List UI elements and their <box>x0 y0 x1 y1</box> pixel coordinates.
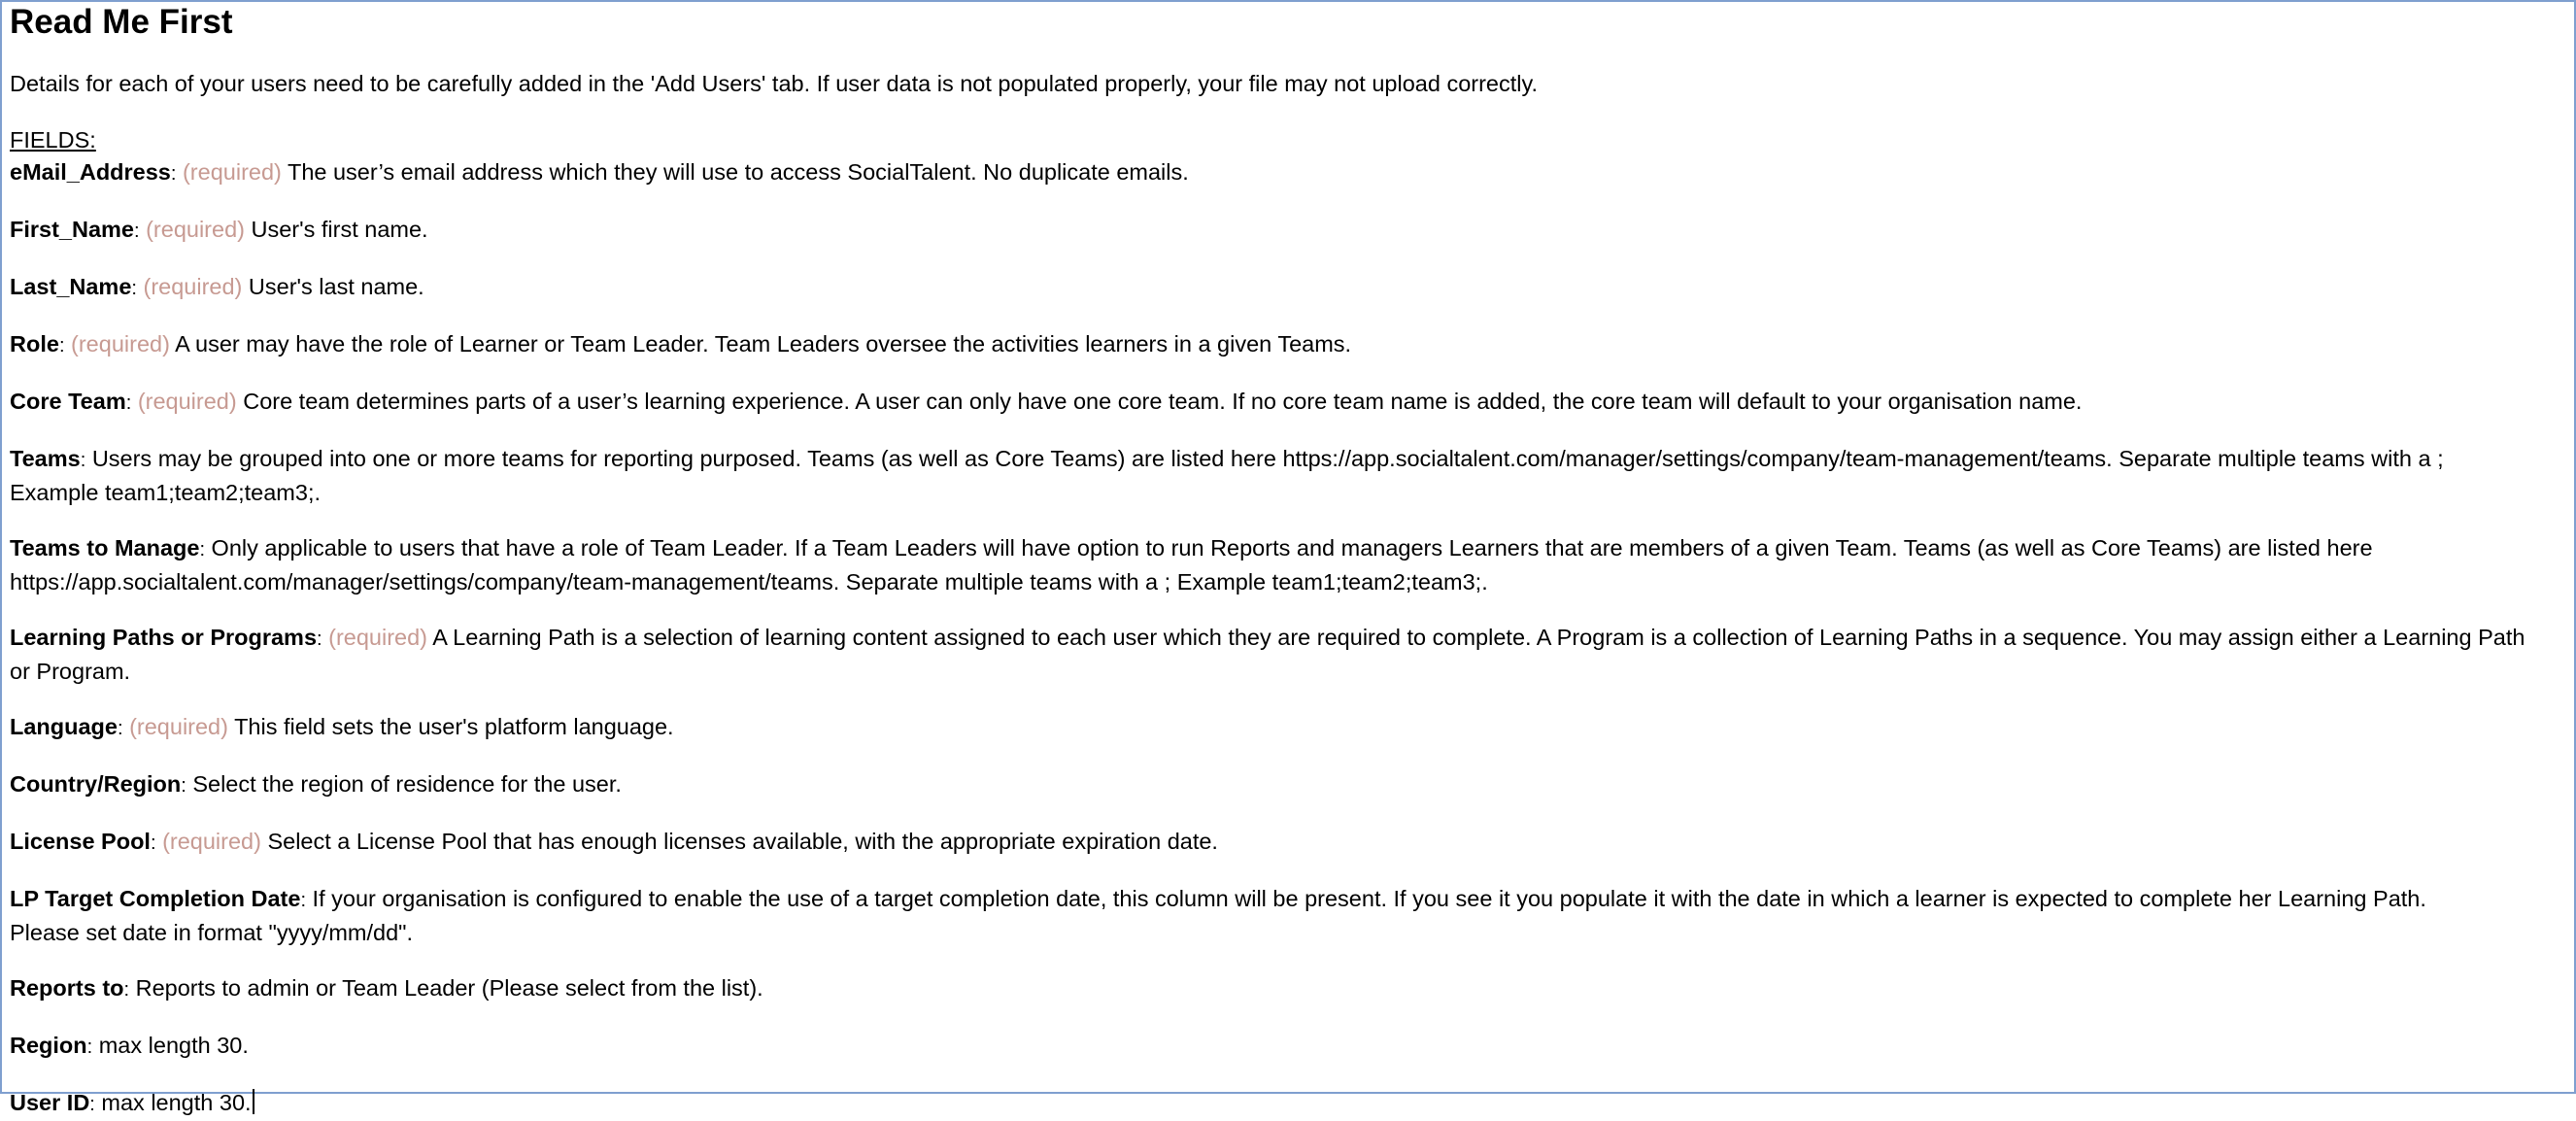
required-tag: (required) <box>328 625 427 650</box>
field-name: Country/Region <box>10 771 182 797</box>
required-tag: (required) <box>71 331 170 357</box>
field-entry <box>10 271 2574 305</box>
required-tag: (required) <box>129 714 228 739</box>
field-entry <box>10 214 2574 248</box>
field-entry <box>10 622 2574 688</box>
field-description: Example team1;team2;team3;. <box>10 480 322 505</box>
intro-text: Details for each of your users need to be carefully added in the 'Add Users' tab. If user data is not populated properly, your file may not upload correctly. <box>10 71 1539 96</box>
field-description: A Learning Path is a selection of learning content assigned to each user which they are required to complete. A Program is a collection of Learning Paths in a sequence. You may assign either a Learning Path <box>432 625 2525 650</box>
field-description: Reports to admin or Team Leader (Please select from the list). <box>135 975 763 1001</box>
field-description: Core team determines parts of a user’s learning experience. A user can only have one core team. If no core team name is added, the core team will default to your organisation name. <box>243 389 2083 414</box>
field-name: Teams to Manage <box>10 535 200 560</box>
fields-heading: FIELDS: <box>10 127 96 153</box>
field-name: Region <box>10 1033 87 1058</box>
field-separator: : <box>181 775 186 797</box>
field-name: Core Team <box>10 389 126 414</box>
field-description: https://app.socialtalent.com/manager/settings/company/team-management/teams. Separate multiple teams with a ; Example team1;team2;team3;. <box>10 569 1488 594</box>
field-description: Please set date in format "yyyy/mm/dd". <box>10 920 414 945</box>
field-entry <box>10 972 2574 1006</box>
page-title: Read Me First <box>10 3 233 41</box>
field-entry <box>10 386 2574 420</box>
required-tag: (required) <box>182 159 282 185</box>
field-description: Select the region of residence for the user. <box>192 771 622 797</box>
field-separator: : <box>150 832 156 854</box>
text-cursor <box>253 1089 254 1114</box>
field-name: Last_Name <box>10 274 132 299</box>
required-tag: (required) <box>162 829 261 854</box>
field-name: Learning Paths or Programs <box>10 625 318 650</box>
field-description: User's last name. <box>248 274 424 299</box>
field-entry <box>10 711 2574 745</box>
required-tag: (required) <box>146 217 245 242</box>
field-name: First_Name <box>10 217 134 242</box>
field-description: Select a License Pool that has enough licenses available, with the appropriate expiration date. <box>267 829 1218 854</box>
field-description: max length 30. <box>101 1090 252 1115</box>
field-separator: : <box>58 335 65 357</box>
field-separator: : <box>199 539 206 560</box>
field-description: or Program. <box>10 659 131 684</box>
field-name: License Pool <box>10 829 151 854</box>
field-entry <box>10 826 2574 860</box>
field-separator: : <box>89 1094 95 1115</box>
field-name: User ID <box>10 1090 90 1115</box>
field-separator: : <box>86 1036 93 1058</box>
field-separator: : <box>300 890 307 911</box>
field-separator: : <box>131 278 137 299</box>
field-entry <box>10 328 2574 362</box>
field-description: max length 30. <box>98 1033 249 1058</box>
field-entry <box>10 883 2574 949</box>
readme-sheet <box>2 2 2574 1115</box>
field-entry <box>10 768 2574 802</box>
field-name: LP Target Completion Date <box>10 886 301 911</box>
required-tag: (required) <box>143 274 243 299</box>
field-separator: : <box>317 628 322 650</box>
field-description: User's first name. <box>251 217 428 242</box>
field-description: If your organisation is configured to enable the use of a target completion date, this column will be present. If you see it you populate it with the date in which a learner is expected to complete her Learning Path. <box>312 886 2426 911</box>
field-separator: : <box>125 392 132 414</box>
field-separator: : <box>80 450 86 471</box>
field-entry <box>10 156 2574 190</box>
field-name: eMail_Address <box>10 159 171 185</box>
field-description: A user may have the role of Learner or Team Leader. Team Leaders oversee the activities learners in a given Teams. <box>175 331 1352 357</box>
field-description: Users may be grouped into one or more teams for reporting purposed. Teams (as well as Core Teams) are listed here https://app.socialtalent.com/manager/settings/company/team-management/teams. Separate multiple teams with a ; <box>91 446 2444 471</box>
field-separator: : <box>170 163 177 185</box>
field-entry <box>10 532 2574 598</box>
field-name: Language <box>10 714 118 739</box>
required-tag: (required) <box>137 389 237 414</box>
fields-list <box>10 156 2574 1121</box>
field-description: The user’s email address which they will use to access SocialTalent. No duplicate emails. <box>287 159 1189 185</box>
field-entry <box>10 443 2574 509</box>
field-description: This field sets the user's platform language. <box>234 714 674 739</box>
field-separator: : <box>117 718 123 739</box>
field-entry <box>10 1087 2574 1121</box>
field-separator: : <box>134 221 140 242</box>
field-separator: : <box>123 979 130 1001</box>
field-name: Reports to <box>10 975 124 1001</box>
field-name: Role <box>10 331 59 357</box>
field-entry <box>10 1030 2574 1064</box>
field-description: Only applicable to users that have a role of Team Leader. If a Team Leaders will have option to run Reports and managers Learners that are members of a given Team. Teams (as well as Core Teams) are listed here <box>211 535 2373 560</box>
field-name: Teams <box>10 446 81 471</box>
